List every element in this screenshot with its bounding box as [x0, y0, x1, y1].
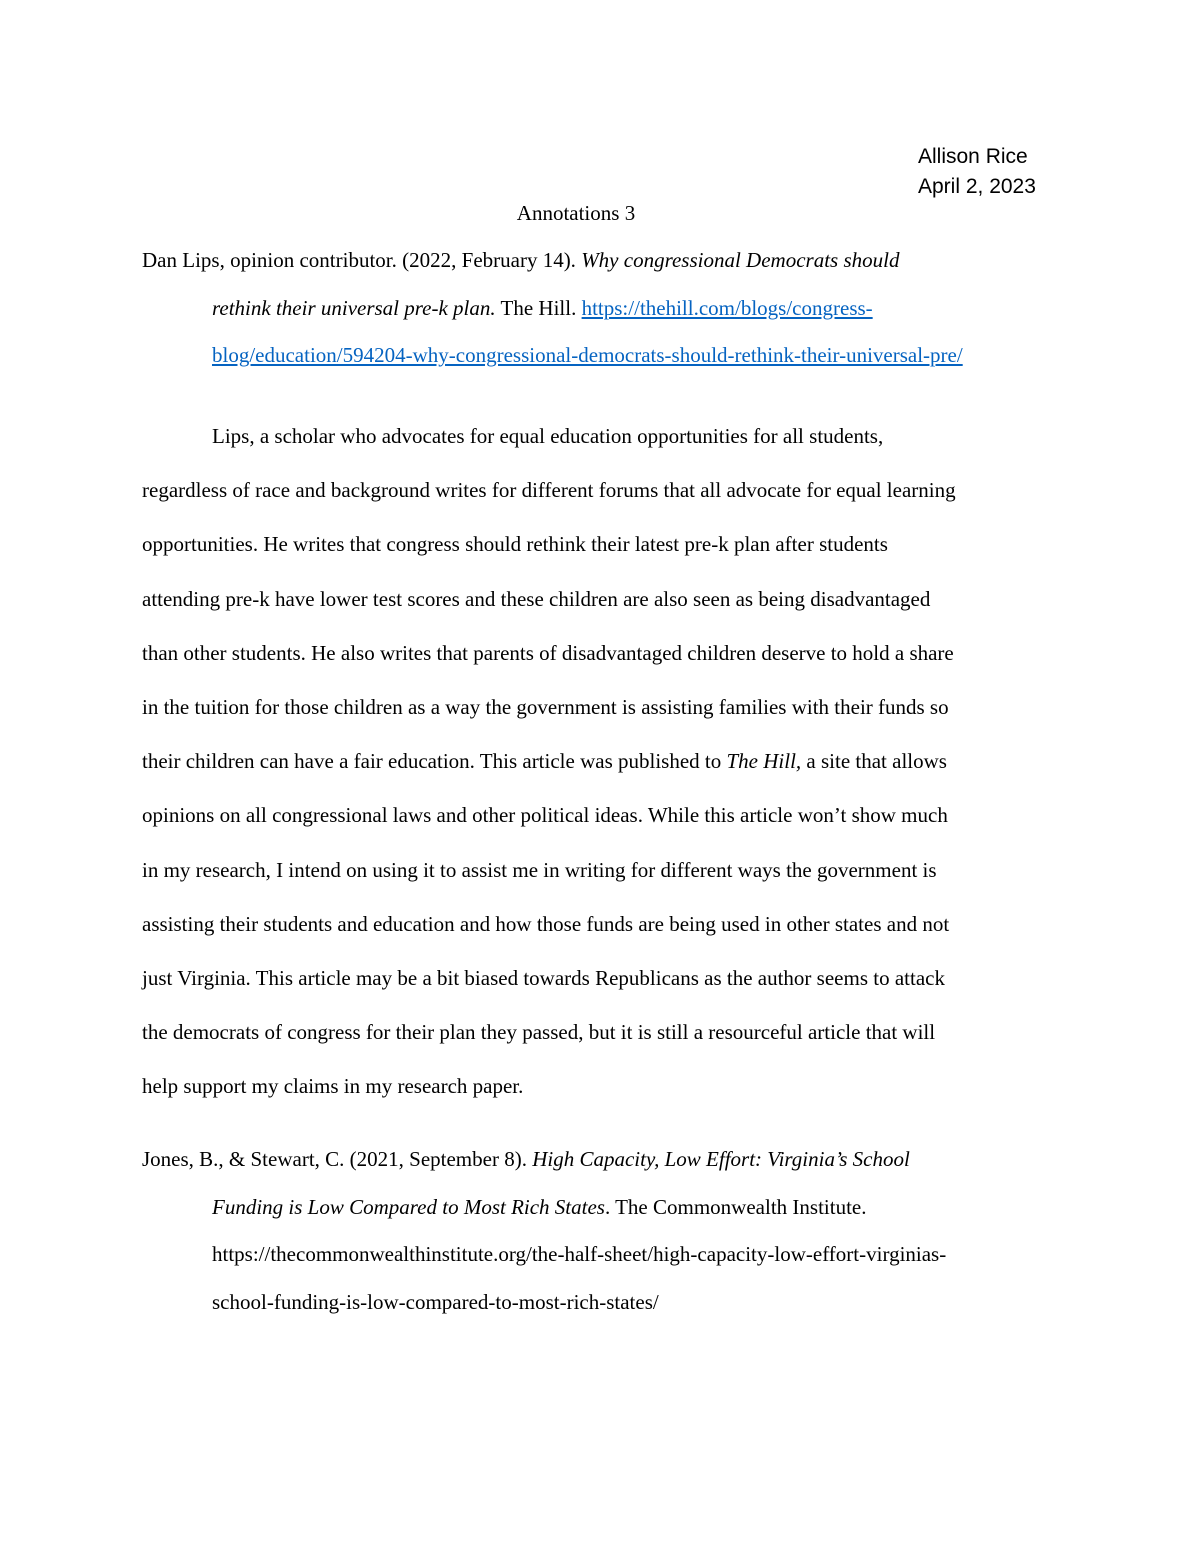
reference-line: [142, 340, 1057, 388]
reference-url: school-funding-is-low-compared-to-most-rich-states/: [212, 1289, 659, 1314]
annotation-line: opportunities. He writes that congress should rethink their latest pre-k plan after students: [142, 532, 888, 557]
document-title: Annotations 3: [516, 201, 636, 225]
reference-lead: Jones, B., & Stewart, C. (2021, September 8).: [142, 1147, 533, 1171]
reference-line: [142, 1144, 1057, 1192]
reference-title: Funding is Low Compared to Most Rich States: [212, 1194, 605, 1219]
annotation-line: in the tuition for those children as a way the government is assisting families with their funds so: [142, 694, 949, 719]
annotation-line: regardless of race and background writes for different forums that all advocate for equal learning: [142, 478, 956, 503]
reference-line: [142, 245, 1057, 293]
reference-lead: Dan Lips, opinion contributor. (2022, February 14).: [142, 248, 582, 272]
annotation-line: help support my claims in my research paper.: [142, 1074, 524, 1099]
annotation-line: just Virginia. This article may be a bit biased towards Republicans as the author seems to attack: [142, 965, 945, 990]
reference-url-link[interactable]: blog/education/594204-why-congressional-democrats-should-rethink-their-universal-pre/: [212, 343, 963, 367]
author-name: Allison Rice: [918, 145, 1028, 168]
annotation-line: opinions on all congressional laws and other political ideas. While this article won’t show much: [142, 803, 948, 828]
reference-entry-2: [142, 1144, 1057, 1334]
reference-title: High Capacity, Low Effort: Virginia’s School: [532, 1147, 910, 1171]
annotation-text: a site that allows: [801, 749, 947, 774]
annotation-text: their children can have a fair education. This article was published to: [142, 749, 727, 774]
reference-title: rethink their universal pre-k plan.: [212, 295, 496, 320]
reference-entry-1: [142, 245, 1057, 388]
reference-line: [142, 1192, 1057, 1240]
author-header: [918, 142, 1036, 202]
reference-line: [142, 293, 1057, 341]
publication-name: The Hill,: [726, 749, 802, 774]
reference-title: Why congressional Democrats should: [581, 248, 900, 272]
reference-url-link[interactable]: https://thehill.com/blogs/congress-: [581, 295, 873, 320]
annotation-line: Lips, a scholar who advocates for equal education opportunities for all students,: [212, 424, 884, 448]
annotation-paragraph: [142, 421, 1057, 1125]
annotation-line: than other students. He also writes that parents of disadvantaged children deserve to hold a share: [142, 640, 954, 665]
annotation-line: assisting their students and education and how those funds are being used in other states and not: [142, 911, 950, 936]
annotation-line: [142, 746, 1057, 800]
reference-url: https://thecommonwealthinstitute.org/the-half-sheet/high-capacity-low-effort-virginias-: [212, 1242, 947, 1266]
annotation-line: in my research, I intend on using it to assist me in writing for different ways the government is: [142, 857, 937, 882]
annotation-line: attending pre-k have lower test scores and these children are also seen as being disadvantaged: [142, 586, 931, 611]
annotation-line: the democrats of congress for their plan they passed, but it is still a resourceful article that will: [142, 1020, 936, 1045]
reference-publisher: The Hill.: [495, 295, 582, 320]
document-date: April 2, 2023: [918, 175, 1036, 198]
reference-publisher: . The Commonwealth Institute.: [604, 1194, 867, 1219]
